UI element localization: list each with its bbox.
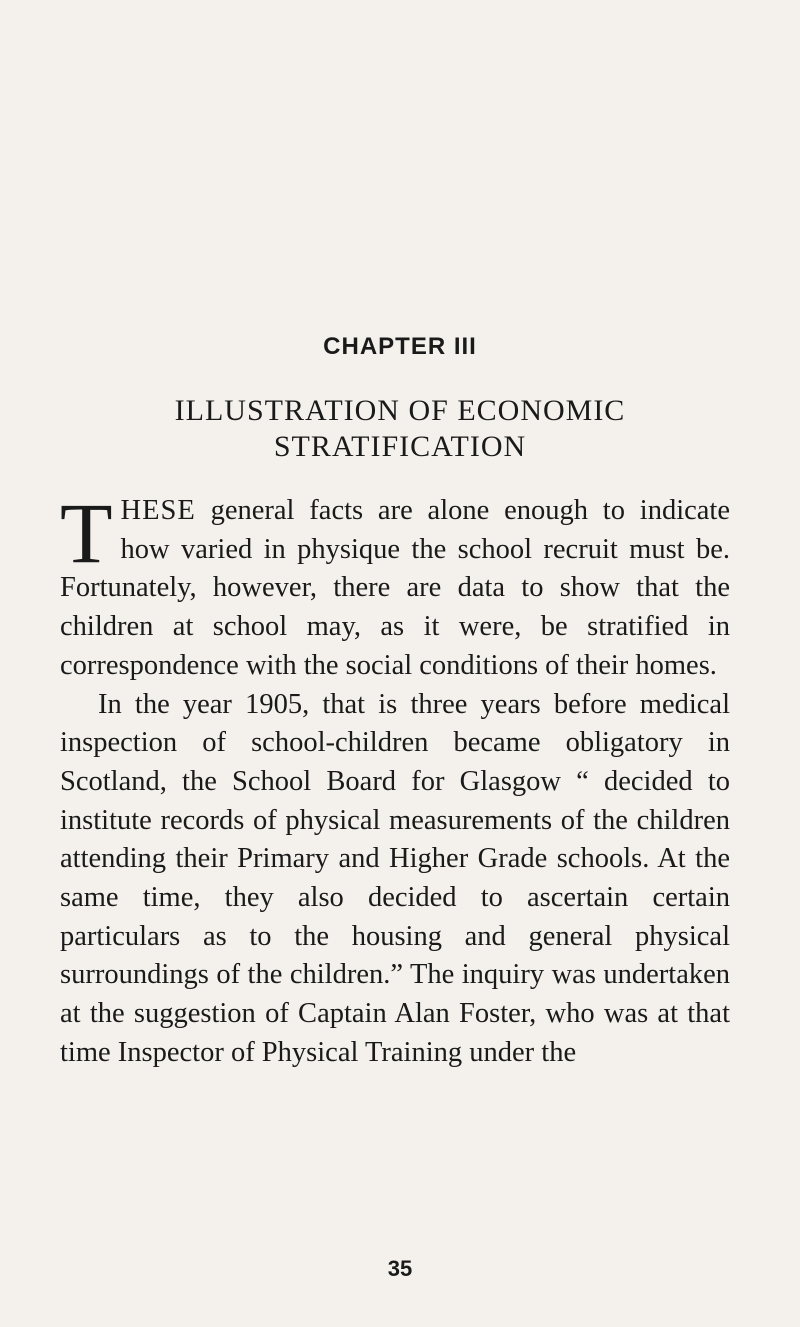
chapter-title: [60, 393, 740, 465]
paragraph-1-text: general facts are alone enough to indicate how varied in physique the school recruit must be. Fortunately, however, there are data to show that the children at school may, as it were, be stratified in correspondence with the social conditions of their homes.: [60, 495, 730, 681]
paragraph-2-text: In the year 1905, that is three years before medical inspection of school-children became obligatory in Scotland, the School Board for Glasgow “ decided to institute records of physical measurements of the children attending their Primary and Higher Grade schools. At the same time, they also decided to ascertain certain particulars as to the housing and general physical surroundings of the children.” The inquiry was undertaken at the suggestion of Captain Alan Foster, who was at that time Inspector of Physical Training under the: [60, 688, 730, 1068]
chapter-title-line-2: STRATIFICATION: [273, 430, 527, 463]
lead-small-caps: HESE: [120, 495, 196, 526]
paragraph-2: [60, 686, 730, 1073]
paragraph-1: [60, 485, 730, 686]
chapter-title-line-1: ILLUSTRATION OF ECONOMIC: [174, 394, 626, 427]
chapter-number: CHAPTER III: [323, 333, 477, 360]
drop-cap: T: [60, 485, 113, 581]
body-text: [60, 485, 730, 1073]
book-page: [60, 0, 740, 1327]
page-number: 35: [387, 1256, 413, 1281]
